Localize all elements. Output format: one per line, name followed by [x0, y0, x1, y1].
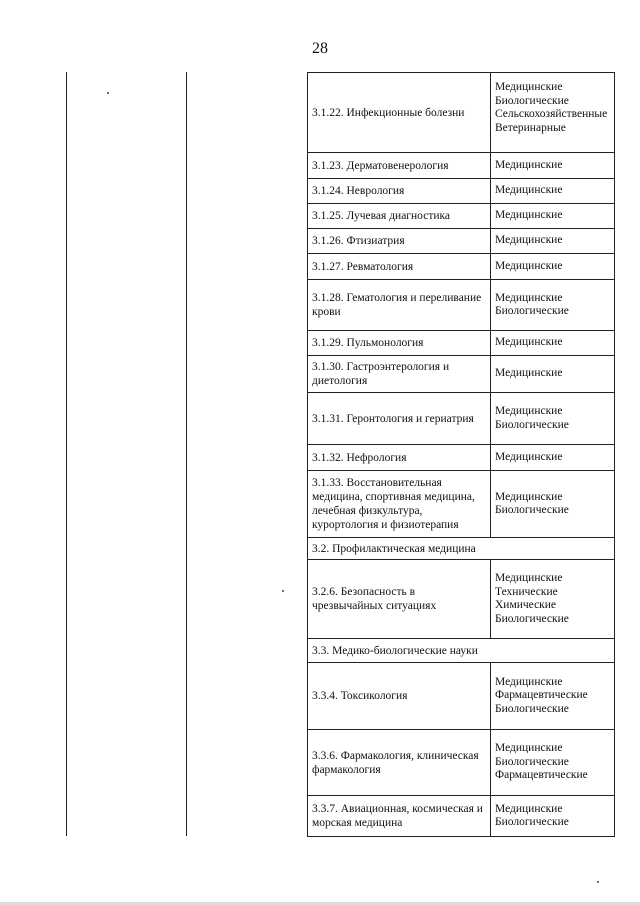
science-branch: Медицинские: [495, 742, 563, 755]
science-branch: Медицинские: [495, 81, 563, 93]
science-branch: Медицинские: [495, 802, 563, 815]
table-row: [307, 253, 615, 279]
table-row: [307, 203, 615, 228]
science-branch: Фармацевтические: [495, 689, 588, 702]
science-branch: Медицинские: [495, 675, 563, 688]
science-branch: Медицинские: [495, 234, 563, 247]
science-branches: [490, 445, 614, 470]
table-row: [307, 72, 615, 152]
section-header-row: [307, 537, 615, 559]
specialty-name: 3.1.22. Инфекционные болезни: [312, 106, 465, 119]
science-branch: Медицинские: [495, 259, 563, 272]
science-branch: Медицинские: [495, 367, 563, 380]
science-branches: [490, 730, 614, 795]
table-row: [307, 470, 615, 537]
table-row: [307, 228, 615, 253]
table-left-column: [66, 72, 187, 836]
science-branch: Медицинские: [495, 572, 563, 584]
specialty-name: 3.1.27. Ревматология: [312, 260, 414, 273]
specialty-name: 3.1.28. Гематология и переливание крови: [312, 292, 482, 318]
science-branch: Медицинские: [495, 450, 563, 463]
science-branch: Ветеринарные: [495, 121, 566, 134]
science-branch: Биологические: [495, 305, 569, 317]
table-row: [307, 330, 615, 355]
scan-speck: [107, 92, 109, 94]
science-branches: [490, 560, 614, 638]
specialty-name: 3.1.31. Геронтология и гериатрия: [312, 412, 474, 425]
scan-speck: [282, 590, 284, 592]
specialty-name: 3.1.30. Гастроэнтерология и диетология: [312, 361, 450, 387]
science-branch: Сельскохозяйственные: [495, 108, 608, 120]
science-branches: [490, 280, 614, 330]
scan-speck: [597, 881, 599, 883]
table-row: [307, 279, 615, 330]
science-branches: [490, 331, 614, 355]
science-branch: Биологические: [495, 755, 569, 768]
science-branches: [490, 393, 614, 444]
science-branch: Фармацевтические: [495, 769, 588, 782]
science-branches: [490, 254, 614, 279]
science-branch: Медицинские: [495, 158, 563, 171]
table-row: [307, 152, 615, 178]
science-branch: Биологические: [495, 94, 569, 107]
table-row: [307, 355, 615, 392]
specialty-name: 3.1.32. Нефрология: [312, 451, 407, 464]
science-branch: Биологические: [495, 504, 569, 516]
specialty-name: 3.3.4. Токсикология: [312, 690, 408, 702]
table-row: [307, 392, 615, 444]
science-branches: [490, 73, 614, 152]
table-empty-column: [185, 72, 307, 836]
science-branches: [490, 204, 614, 228]
science-branches: [490, 179, 614, 203]
specialty-name: 3.1.26. Фтизиатрия: [312, 235, 405, 247]
science-branch: Медицинские: [495, 336, 563, 349]
science-branch: Химические: [495, 599, 557, 611]
science-branch: Биологические: [495, 418, 569, 431]
science-branch: Медицинские: [495, 405, 563, 417]
section-title: 3.2. Профилактическая медицина: [312, 542, 476, 555]
science-branches: [490, 796, 614, 836]
table-row: [307, 795, 615, 837]
specialty-name: 3.1.25. Лучевая диагностика: [312, 210, 451, 222]
section-title: 3.3. Медико-биологические науки: [312, 644, 478, 657]
science-branches: [490, 153, 614, 178]
science-branches: [490, 663, 614, 729]
science-branch: Медицинские: [495, 184, 563, 197]
section-header-row: [307, 638, 615, 662]
science-branch: Технические: [495, 585, 558, 598]
science-branches: [490, 471, 614, 537]
science-branch: Биологические: [495, 702, 569, 715]
science-branch: Медицинские: [495, 490, 563, 503]
table-row: [307, 444, 615, 470]
page-number: 28: [312, 40, 328, 57]
specialty-name: 3.1.29. Пульмонология: [312, 337, 424, 349]
science-branch: Медицинские: [495, 209, 563, 222]
table-row: [307, 559, 615, 638]
science-branch: Биологические: [495, 612, 569, 625]
table-row: [307, 662, 615, 729]
specialty-name: 3.1.33. Восстановительная медицина, спортивная медицина, лечебная физкультура, курортология и физиотерапия: [312, 477, 475, 531]
table-row: [307, 729, 615, 795]
science-branches: [490, 356, 614, 392]
specialty-name: 3.2.6. Безопасность в чрезвычайных ситуациях: [312, 586, 437, 612]
specialty-name: 3.3.6. Фармакология, клиническая фармакология: [312, 749, 479, 776]
table-row: [307, 178, 615, 203]
science-branch: Медицинские: [495, 291, 563, 304]
science-branches: [490, 229, 614, 253]
specialty-name: 3.1.24. Неврология: [312, 185, 405, 197]
science-branch: Биологические: [495, 816, 569, 828]
specialty-name: 3.1.23. Дерматовенерология: [312, 159, 449, 172]
specialty-name: 3.3.7. Авиационная, космическая и морская медицина: [312, 803, 483, 829]
